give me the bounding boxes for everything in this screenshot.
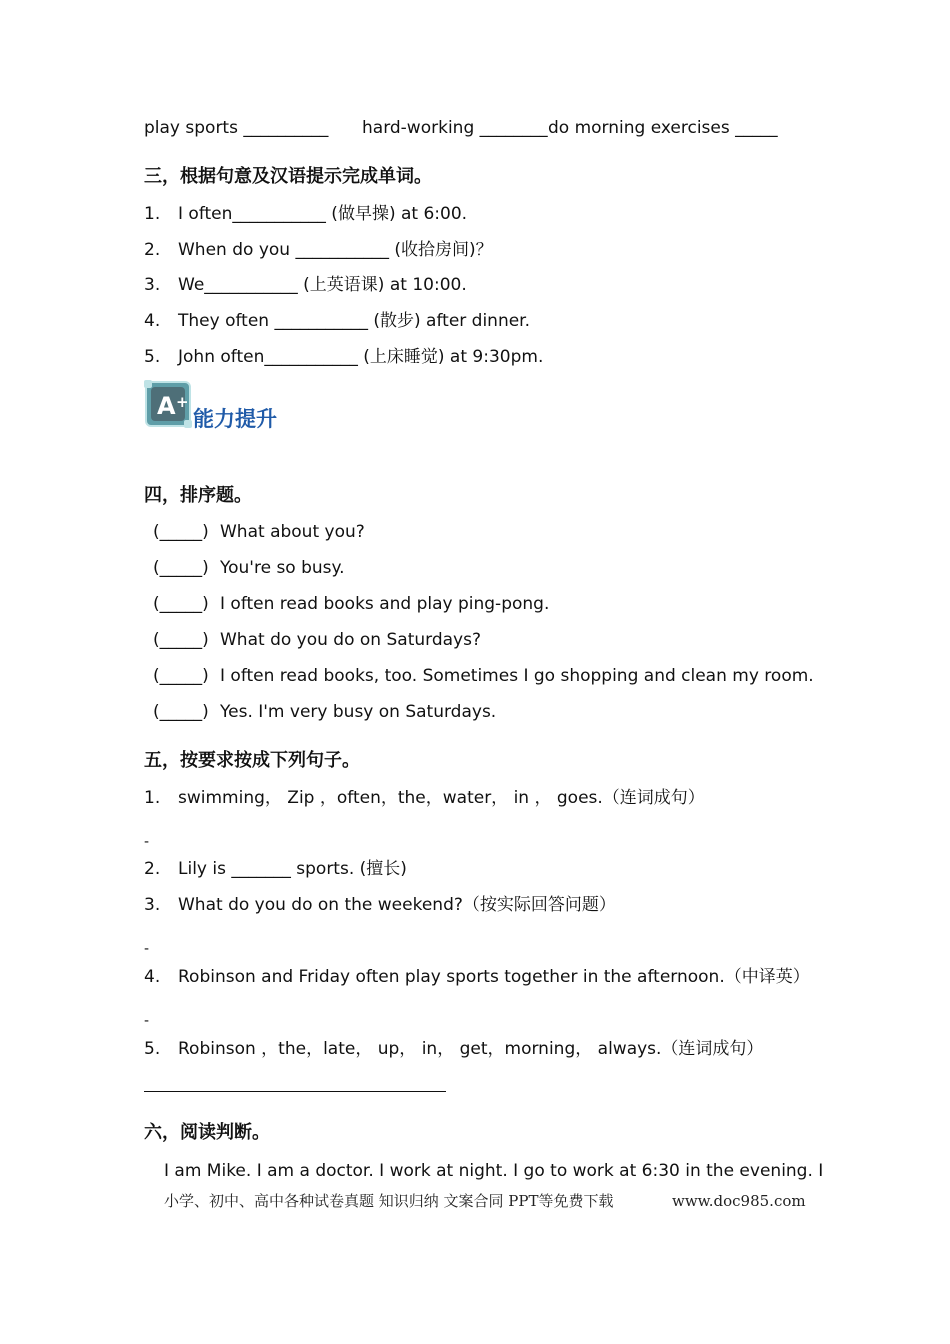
s5-item-num: 2.	[144, 859, 161, 879]
s3-item-text: We___________ (上英语课) at 10:00.	[178, 275, 467, 295]
answer-dash: -	[144, 1013, 150, 1029]
s3-item-num: 1.	[144, 204, 161, 224]
ability-badge-icon	[145, 381, 191, 427]
badge-plus: +	[176, 393, 189, 411]
badge-corner	[144, 380, 152, 388]
footer	[164, 1190, 806, 1212]
badge-corner	[184, 420, 192, 428]
dialogue-line: What about you?	[220, 522, 365, 542]
s5-item-text: Lily is _______ sports. (擅长)	[178, 859, 407, 879]
order-blank[interactable]: (_____)	[153, 702, 209, 722]
s5-item-text: Robinson and Friday often play sports together in the afternoon.（中译英）	[178, 967, 810, 987]
section4-heading: 四，排序题。	[144, 485, 252, 506]
top-phrase-2: hard-working ________	[362, 118, 548, 138]
s3-item-text: I often___________ (做早操) at 6:00.	[178, 204, 468, 224]
s3-item-text: They often ___________ (散步) after dinner.	[178, 311, 531, 331]
dialogue-line: I often read books and play ping-pong.	[220, 594, 550, 614]
footer-text: 小学、初中、高中各种试卷真题 知识归纳 文案合同 PPT等免费下载	[164, 1192, 614, 1210]
s5-item-text: swimming， Zip ，often，the，water， in ， goes.（连词成句）	[178, 788, 705, 808]
s5-item-num: 5.	[144, 1039, 161, 1059]
s3-item-text: John often___________ (上床睡觉) at 9:30pm.	[178, 347, 544, 367]
s3-item-num: 5.	[144, 347, 161, 367]
badge-inner	[151, 387, 189, 421]
s5-item-text: What do you do on the weekend?（按实际回答问题）	[178, 895, 616, 915]
footer-url[interactable]: www.doc985.com	[672, 1192, 806, 1210]
order-blank[interactable]: (_____)	[153, 522, 209, 542]
s3-item-num: 3.	[144, 275, 161, 295]
dialogue-line: Yes. I'm very busy on Saturdays.	[220, 702, 497, 722]
dialogue-line: What do you do on Saturdays?	[220, 630, 481, 650]
s5-item-num: 3.	[144, 895, 161, 915]
badge-letter: A	[157, 392, 176, 420]
answer-dash: -	[144, 834, 150, 850]
ability-section-title: 能力提升	[193, 407, 277, 431]
top-phrase-3: do morning exercises _____	[548, 118, 778, 138]
dialogue-line: You're so busy.	[220, 558, 345, 578]
top-phrase-1: play sports __________	[144, 118, 329, 138]
s5-item-text: Robinson ，the，late， up， in， get，morning， always.（连词成句）	[178, 1039, 764, 1059]
answer-dash: -	[144, 941, 150, 957]
order-blank[interactable]: (_____)	[153, 594, 209, 614]
answer-underline	[144, 1091, 446, 1092]
section5-heading: 五，按要求按成下列句子。	[144, 750, 360, 771]
section6-heading: 六，阅读判断。	[144, 1122, 270, 1143]
dialogue-line: I often read books, too. Sometimes I go shopping and clean my room.	[220, 666, 814, 686]
s5-item-num: 4.	[144, 967, 161, 987]
s5-item-num: 1.	[144, 788, 161, 808]
order-blank[interactable]: (_____)	[153, 630, 209, 650]
reading-passage: I am Mike. I am a doctor. I work at night. I go to work at 6:30 in the evening. I	[164, 1161, 824, 1181]
section3-heading: 三，根据句意及汉语提示完成单词。	[144, 166, 432, 187]
s3-item-text: When do you ___________ (收拾房间)？	[178, 240, 493, 260]
order-blank[interactable]: (_____)	[153, 558, 209, 578]
s3-item-num: 2.	[144, 240, 161, 260]
order-blank[interactable]: (_____)	[153, 666, 209, 686]
s3-item-num: 4.	[144, 311, 161, 331]
